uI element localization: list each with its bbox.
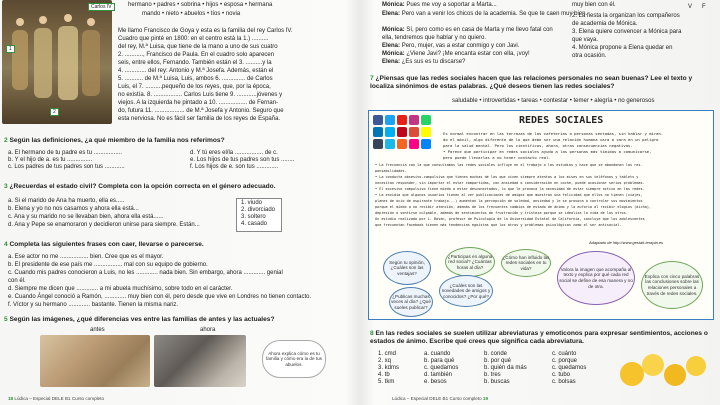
article-line: planes de ocio de aspirante trabajo...) aumentan la percepción de soledad, ansiedad y le se provoca a controlar sus movimientos [375, 199, 643, 203]
dialogue-line: Elena: Pero, mujer, vas a estar conmigo y con Javi. [382, 43, 520, 49]
article-title: REDES SOCIALES [519, 115, 604, 126]
article-line: para la salud mental. Pero los científicos, ahora, otras consecuencias negativas. [443, 143, 633, 148]
flickr-icon [409, 139, 419, 149]
reading-line: Cuadro que pinté en 1800: en el centro está la 1.) .......... [118, 36, 269, 42]
abbr: 5. tkm [378, 379, 395, 385]
caption-label: Carlos IV [88, 3, 115, 11]
option-c: c. tubo [552, 372, 571, 378]
option-b: b. quién da más [484, 365, 527, 371]
dialogue-line: Elena: ¿Es sus es tu discarse? [382, 59, 466, 65]
option-a: a. cuando [424, 351, 451, 357]
option: 3. soltero [241, 214, 266, 220]
instagram-icon [409, 115, 419, 125]
reading-line: 2. ..........., Francisco de Paula. En el cuadro solo aparecen [118, 52, 275, 58]
discussion-bubble: ¿Participas en alguna red social? ¿Cuántas horas al día? [445, 247, 495, 277]
article-line: Es normal encontrar en las terrazas de las cafeterías a personas sentadas, sin hablar y miran- [443, 131, 664, 136]
exercise-2-title: 2 Según las definiciones, ¿a qué miembro de la familia nos referimos? [4, 137, 225, 144]
synonym-word-bank: saludable • introvertidas • tareas • contestar • temer • alegría • no generosos [452, 98, 655, 104]
article-line: • El excesivo compulsivo tiene miedo a estar desconectados, lo que le provoca la necesidad de estar siempre activo en las redes. [375, 187, 645, 191]
option-a: c. quedamos [424, 365, 459, 371]
question: 2. La fiesta la organizan los compañeros de academia de Mónica. [572, 13, 680, 27]
question: 4. Mónica propone a Elena quedar en otra ocasión. [572, 45, 673, 59]
civil-status-options-box [236, 198, 282, 232]
exercise-2-item: b. Y el hijo de a. es tu ............... [8, 157, 93, 163]
skype-icon [385, 127, 395, 137]
option-b: b. buscas [484, 379, 510, 385]
exercise-4-item: d. Siempre me dicen que ............. a mi abuela muchísimo, sobre todo en el carácter. [8, 286, 233, 292]
option: 2. divorciado [241, 207, 276, 213]
reading-line: viejos. A la izquierda he pintado a 10. ................. de Fernan- [118, 100, 279, 106]
true-option[interactable]: V [688, 4, 693, 10]
facebook-icon [373, 115, 383, 125]
false-option[interactable]: F [702, 4, 706, 10]
reading-line: Me llamo Francisco de Goya y esta es la familia del rey Carlos IV. [118, 28, 293, 34]
discussion-bubble: ¿Cómo han influido las redes sociales en tu vida? [501, 249, 551, 277]
reading-line: esta nerviosa. No es fácil ser familia de los reyes de España. [118, 116, 281, 122]
article-box [368, 110, 714, 320]
social-icons-collage [373, 115, 437, 157]
option-a: b. para qué [424, 358, 455, 364]
vimeo-icon [385, 139, 395, 149]
abbr: 1. cmd [378, 351, 397, 357]
family-now-image [154, 335, 246, 387]
smile-emoji-icon [642, 354, 664, 376]
question: 3. Elena quiere convencer a Mónica para que vaya. [572, 29, 682, 43]
option-c: c. porque [552, 358, 578, 364]
number-tag: 2 [50, 108, 59, 116]
page-footer: 18 Lúdica – Especial DELE B1 Curso completo [8, 396, 105, 401]
discussion-bubble: Valora la imagen que acompaña al texto y explica por qué cada red social se define de esa manera y no de otra. [557, 251, 635, 305]
word-bank-line-1: hermano • padres • sobrina • hijos • esposa • hermana [128, 2, 273, 8]
exercise-2-item: e. Los hijos de tus padres son tus ........ [190, 157, 295, 163]
thinking-emoji-icon [686, 356, 706, 376]
option-a: e. besos [424, 379, 447, 385]
exercise-8-title: 8 En las redes sociales se suelen utilizar abreviaturas y emoticonos para expresar sentimientos, acciones o estados de ánimo. Escribe qué crees que significa cada abreviatura. [370, 330, 708, 345]
label-now: ahora [200, 327, 216, 333]
reading-line: 5. ........... de M.ª Luisa, Luis, ambos 6. .............. de Carlos [118, 76, 273, 82]
laughing-emoji-icon [620, 362, 644, 386]
option: 1. viudo [241, 200, 263, 206]
left-page [0, 0, 358, 405]
option-b: b. tres [484, 372, 501, 378]
option-a: d. también [424, 372, 453, 378]
exercise-4-item: con él. [8, 278, 26, 284]
abbr: 4. tb [378, 372, 390, 378]
article-line: depresión o sentirse culpable, además de sentimientos de frustración y tristeza porque se idealiza la vida de los otros. [375, 211, 628, 215]
discussion-bubble: Explica con cinco palabras las conclusiones sobre las relaciones personales a través de redes sociales. [641, 261, 703, 309]
linkedin-icon [373, 127, 383, 137]
article-line: porque el miedo a no recibir atención, además de los frecuentes cambios de estado de ánimo y la euforia al recibir elogios (dicha), [375, 205, 652, 209]
article-source: Adaptado de http://www.gestalt-terapia.es [589, 240, 664, 245]
option-b: b. por qué [484, 358, 512, 364]
article-line: pero puede llevarlas a no tener contacto real. [443, 155, 551, 160]
exercise-2-item: a. El hermano de tu padre es tu ................. [8, 150, 123, 156]
article-line: necesitan responder, sin importar el estar compartidas, con ansiedad o consideración en coche, puede ocasionar serios problemas. [375, 181, 645, 185]
article-line: que frecuentan Facebook tienen más tendencias egoístas que los otros y problemas psicológicos como el ser antisocial. [375, 223, 622, 227]
right-page [362, 0, 720, 405]
google-plus-icon [409, 127, 419, 137]
exercise-4-item: e. Cuando Ángel conoció a Ramón, ............. muy bien con él, pero desde que vive en Londres no tienen contacto. [8, 294, 312, 300]
youtube-icon [397, 115, 407, 125]
exercise-4-item: c. Cuando mis padres conocieron a Luis, no les ............. nada bien. Sin embargo, ahora ............. genial [8, 270, 283, 276]
label-before: antes [90, 327, 105, 333]
article-line: • La frecuencia con la que consultamos las redes sociales influye en el trabajo o las estudios y hace que se abandonen las res- [375, 163, 643, 167]
option-c: c. bolsas [552, 379, 576, 385]
snapchat-icon [421, 127, 431, 137]
number-tag: 1 [6, 45, 15, 53]
word-bank-line-2: mando • nieto • abuelos • tíos • novia [142, 11, 241, 17]
reading-line: 4. ............. del rey: Antonio y M.ª Josefa. Además, están el [118, 68, 274, 74]
exercise-3-item: b. Elena y yo no nos casamos y ahora ella está... [8, 206, 139, 212]
option-c: c. quedamos [552, 365, 587, 371]
article-line: • La envidia que algunos usuarios tienen al ver publicaciones de amigos que muestran una felicidad que ellos no tienen (viajes, [375, 193, 643, 197]
tumblr-icon [373, 139, 383, 149]
reading-line: no existía. 8. ................. Carlos Luis tiene 9. ............jóvenes y [118, 92, 283, 98]
exercise-3-item: d. Ana y Pepe se enamoraron y decidieron unirse para siempre. Están... [8, 222, 200, 228]
rss-icon [397, 139, 407, 149]
exercise-4-item: b. El presidente de ese país me ................. mal con su equipo de gobierno. [8, 262, 208, 268]
exercise-3-item: a. Si el marido de Ana ha muerto, ella es..... [8, 198, 125, 204]
family-before-image [40, 335, 150, 387]
exercise-4-item: a. Ese actor no me ................. bien. Cree que es el mayor. [8, 254, 164, 260]
abbr: 2. xq [378, 358, 392, 364]
exercise-4-item: f. Víctor y su hermano ............. bastante. Tienen la misma nariz. [8, 302, 179, 308]
messenger-icon [421, 139, 431, 149]
discussion-bubble: ¿Publicas muchas veces al día? ¿Qué sueles publicar? [389, 287, 433, 317]
exercise-2-item: d. Y tú eres el/la ................. de c. [190, 150, 278, 156]
speech-bubble: Ahora explica cómo es tu familia y cómo era la de tus abuelos. [262, 340, 326, 378]
reading-line: Luis, el 7. ..........pequeño de los reyes, que, por la época, [118, 84, 271, 90]
reading-line: seis, entre ellos, Fernando. También están el 3. ..........y la [118, 60, 272, 66]
exercise-2-item: c. Los padres de tus padres son tus ............ [8, 164, 125, 170]
page-footer: Lúdica – Especial DELE B1 Curso completo 19 [392, 396, 489, 401]
article-line: • Parece que participar en redes sociales ayuda a las personas más tímidas a comunicarse, [443, 149, 652, 154]
article-line: ponsabilidades. [375, 169, 407, 173]
exercise-5-title: 5 Según las imágenes, ¿qué diferencias ves entre las familias de antes y las actuales? [4, 316, 275, 323]
emoji-illustration [612, 352, 712, 392]
exercise-3-title: 3 ¿Recuerdas el estado civil? Completa con la opción correcta en el género adecuado. [4, 183, 276, 190]
abbr: 3. kdms [378, 365, 400, 371]
article-line: Un estudio realizado por L. Rosen, profesor de Psicología de la Universidad Estatal de California, concluye que los adolescentes [375, 217, 645, 221]
option-b: b. conde [484, 351, 508, 357]
twitter-icon [385, 115, 395, 125]
dialogue-line: Mónica: ¿Viene Javi? ¡Me encanta estar con ella, ¡voy! [382, 51, 530, 57]
discussion-bubble: ¿Cuáles son las novedades de amigos y conocidos? ¿Por qué? [439, 275, 493, 307]
option-c: c. cuánto [552, 351, 577, 357]
discussion-bubble: Según tu opinión, ¿Cuáles son las ventajas? [383, 251, 431, 285]
article-line: • La conducta obsesivo-compulsiva que tienen muchas de las que viven siempre atentas a los mises en sus teléfonos y tablets y [375, 175, 639, 179]
wink-emoji-icon [664, 364, 686, 386]
article-line: do el móvil, algo diferente de lo que debe ser una relación humana cara a cara en un pelígro [443, 137, 659, 142]
reading-line: del rey, M.ª Luisa, que tiene de la mano a uno de sus cuatro [118, 44, 278, 50]
reading-line: do, futura 11. .................. de M.ª Josefa y Antonio. Seguro que [118, 108, 284, 114]
exercise-2-item: f. Los hijos de e. son tus ............. [190, 164, 279, 170]
question: muy bien con él. [572, 2, 616, 8]
dialogue-line: Mónica: Pues me voy a soportar a Marta... [382, 2, 497, 8]
exercise-3-item: c. Ana y su marido no se llevaban bien, ahora ella está...... [8, 214, 164, 220]
whatsapp-icon [421, 115, 431, 125]
option: 4. casado [241, 221, 268, 227]
pinterest-icon [397, 127, 407, 137]
dialogue-line: Mónica: Sí, pero como es en casa de Marta y me llevo fatal con ella, tendremos que hablar y no quiero. [382, 27, 553, 41]
dialogue-line: Elena: Pero van a venir los chicos de la academia. Se que te caen muy bien. [382, 11, 588, 17]
goya-painting-image [2, 0, 112, 124]
exercise-4-title: 4 Completa las siguientes frases con caer, llevarse o parecerse. [4, 241, 204, 248]
exercise-7-title: 7 ¿Piensas que las redes sociales hacen que las relaciones personales no sean buenas? Lee el texto y localiza sinónimos de estas palabras. ¿Qué deseos tienen las redes sociales? [370, 75, 693, 90]
